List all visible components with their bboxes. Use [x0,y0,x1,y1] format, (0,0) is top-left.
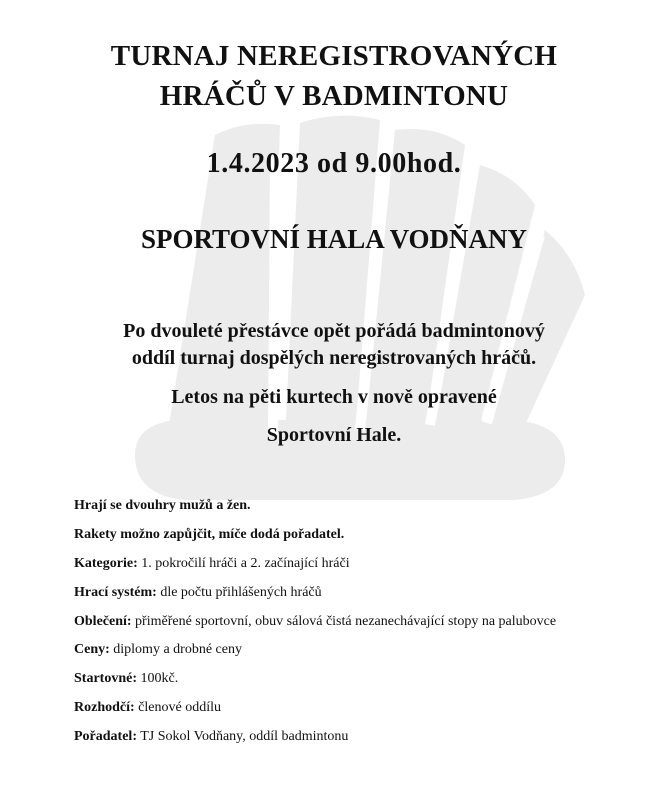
detail-singles: Hrají se dvouhry mužů a žen. [74,498,251,513]
intro-line-3: Letos na pěti kurtech v nově opravené [171,386,497,408]
fee-label: Startovné: [74,671,137,686]
system-label: Hrací systém: [74,585,157,600]
referee-value: členové oddílu [134,700,221,715]
intro-line-2: oddíl turnaj dospělých neregistrovaných hráčů. [131,347,537,369]
detail-system [74,583,594,602]
detail-category [74,554,594,573]
intro-line-4: Sportovní Hale. [266,424,402,446]
clothing-value: přiměřené sportovní, obuv sálová čistá nezanechávající stopy na palubovce [131,614,557,629]
details-list [74,496,594,756]
intro-line-1: Po dvouleté přestávce opět pořádá badmintonový [123,320,545,342]
category-label: Kategorie: [74,556,138,571]
detail-clothing [74,612,594,631]
title-line-1: TURNAJ NEREGISTROVANÝCH [110,40,558,72]
prizes-value: diplomy a drobné ceny [109,642,242,657]
poster-title [0,36,668,116]
detail-organizer [74,727,594,746]
fee-value: 100kč. [137,671,179,686]
event-venue: SPORTOVNÍ HALA VODŇANY [140,224,528,254]
organizer-label: Pořadatel: [74,729,137,744]
detail-fee [74,669,594,688]
detail-referee [74,698,594,717]
system-value: dle počtu přihlášených hráčů [156,585,322,600]
detail-prizes [74,640,594,659]
category-value: 1. pokročilí hráči a 2. začínající hráči [137,556,350,571]
detail-rackets: Rakety možno zapůjčit, míče dodá pořadatel. [74,527,345,542]
intro-paragraph [0,318,668,449]
event-date: 1.4.2023 od 9.00hod. [206,148,462,179]
clothing-label: Oblečení: [74,614,132,629]
referee-label: Rozhodčí: [74,700,135,715]
title-line-2: HRÁČŮ V BADMINTONU [159,80,509,112]
organizer-value: TJ Sokol Vodňany, oddíl badmintonu [136,729,349,744]
prizes-label: Ceny: [74,642,110,657]
